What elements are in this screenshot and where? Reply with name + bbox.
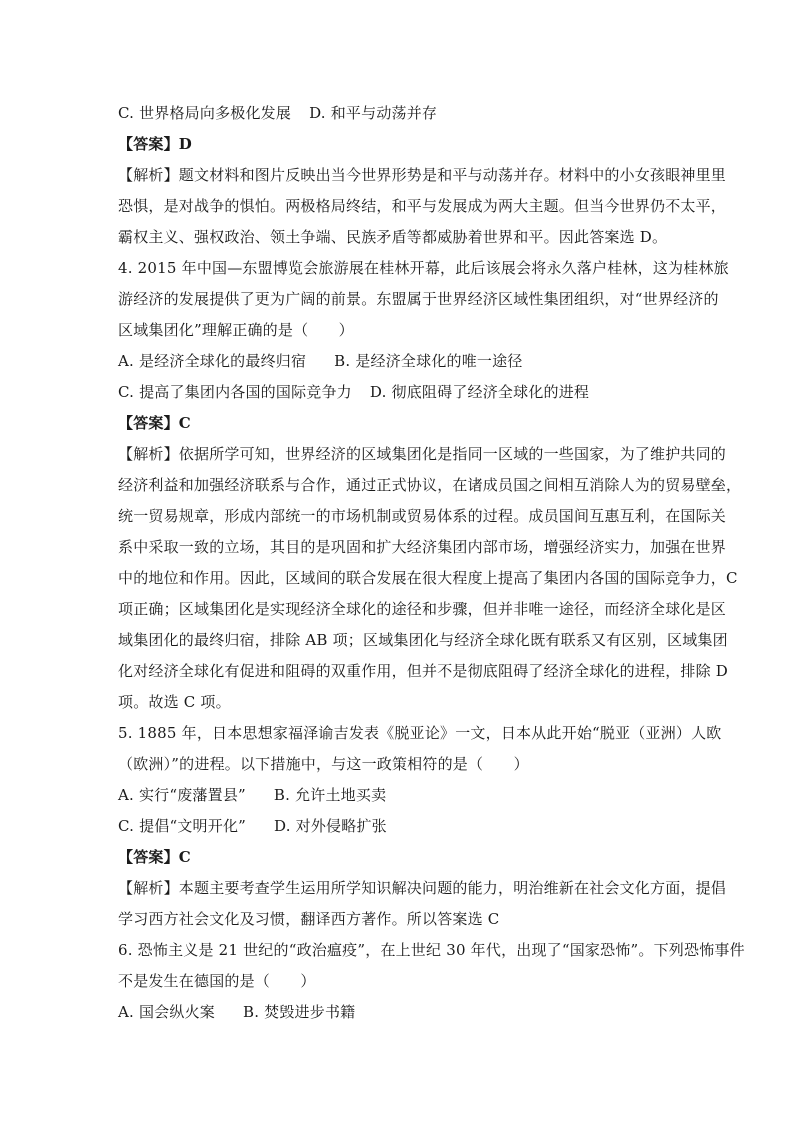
q3-option-c: C. 世界格局向多极化发展 [118, 104, 292, 122]
q6-option-b: B. 焚毁进步书籍 [242, 1003, 356, 1021]
q5-option-a: A. 实行“废藩置县” [118, 786, 246, 804]
q4-options-ab [118, 346, 678, 377]
q4-analysis-line-5: 中的地位和作用。因此，区域间的联合发展在很大程度上提高了集团内各国的国际竞争力，C [118, 569, 738, 587]
q4-analysis-line-2: 经济利益和加强经济联系与合作，通过正式协议，在诸成员国之间相互消除人为的贸易壁垒， [118, 476, 742, 494]
q4-analysis-line-6: 项正确；区域集团化是实现经济全球化的途径和步骤，但并非唯一途径，而经济全球化是区 [118, 600, 727, 618]
q4-analysis-line-9: 项。故选 C 项。 [118, 693, 231, 711]
q5-analysis-line-1: 【解析】本题主要考查学生运用所学知识解决问题的能力，明治维新在社会文化方面，提倡 [118, 879, 727, 897]
q5-options-cd [118, 811, 678, 842]
q5-answer: 【答案】C [118, 848, 191, 866]
q5-options-ab [118, 780, 678, 811]
q3-option-d: D. 和平与动荡并存 [309, 104, 438, 122]
q6-option-a: A. 国会纵火案 [118, 1003, 215, 1021]
q4-option-b: B. 是经济全球化的唯一途径 [334, 352, 523, 370]
q4-option-d: D. 彻底阻碍了经济全球化的进程 [369, 383, 590, 401]
q4-analysis-line-3: 统一贸易规章，形成内部统一的市场机制或贸易体系的过程。成员国间互惠互利，在国际关 [118, 507, 727, 525]
q3-analysis-line-1: 【解析】题文材料和图片反映出当今世界形势是和平与动荡并存。材料中的小女孩眼神里里 [118, 166, 727, 184]
q4-analysis-line-4: 系中采取一致的立场，其目的是巩固和扩大经济集团内部市场，增强经济实力，加强在世界 [118, 538, 727, 556]
q3-analysis-line-3: 霸权主义、强权政治、领土争端、民族矛盾等都威胁着世界和平。因此答案选 D。 [118, 228, 668, 246]
q3-answer: 【答案】D [118, 135, 193, 153]
q4-option-a: A. 是经济全球化的最终归宿 [118, 352, 307, 370]
q4-answer: 【答案】C [118, 414, 191, 432]
q4-stem-line-1: 4. 2015 年中国—东盟博览会旅游展在桂林开幕，此后该展会将永久落户桂林，这为桂林旅 [118, 259, 729, 277]
q4-analysis-line-8: 化对经济全球化有促进和阻碍的双重作用，但并不是彻底阻碍了经济全球化的进程，排除 D [118, 662, 728, 680]
q3-options-cd [118, 98, 678, 129]
q6-stem-line-2: 不是发生在德国的是（ ） [118, 972, 316, 990]
q4-stem-line-3: 区域集团化”理解正确的是（ ） [118, 321, 354, 339]
q4-analysis-line-1: 【解析】依据所学可知，世界经济的区域集团化是指同一区域的一些国家，为了维护共同的 [118, 445, 727, 463]
q5-stem-line-2: （欧洲）”的进程。以下措施中，与这一政策相符的是（ ） [118, 755, 529, 773]
q3-analysis-line-2: 恐惧，是对战争的惧怕。两极格局终结，和平与发展成为两大主题。但当今世界仍不太平， [118, 197, 727, 215]
q5-option-c: C. 提倡“文明开化” [118, 817, 247, 835]
q4-options-cd [118, 377, 678, 408]
q5-option-d: D. 对外侵略扩张 [274, 817, 387, 835]
q5-analysis-line-2: 学习西方社会文化及习惯，翻译西方著作。所以答案选 C [118, 910, 500, 928]
q5-option-b: B. 允许土地买卖 [273, 786, 387, 804]
document-page [118, 98, 745, 1028]
q4-stem-line-2: 游经济的发展提供了更为广阔的前景。东盟属于世界经济区域性集团组织，对“世界经济的 [118, 290, 719, 308]
q4-option-c: C. 提高了集团内各国的国际竞争力 [118, 383, 352, 401]
q5-stem-line-1: 5. 1885 年，日本思想家福泽谕吉发表《脱亚论》一文，日本从此开始“脱亚（亚洲）人欧 [118, 724, 722, 742]
q6-options-ab [118, 997, 678, 1028]
q4-analysis-line-7: 域集团化的最终归宿，排除 AB 项；区域集团化与经济全球化既有联系又有区别，区域集团 [118, 631, 728, 649]
q6-stem-line-1: 6. 恐怖主义是 21 世纪的“政治瘟疫”，在上世纪 30 年代，出现了“国家恐怖”。下列恐怖事件 [118, 941, 745, 959]
